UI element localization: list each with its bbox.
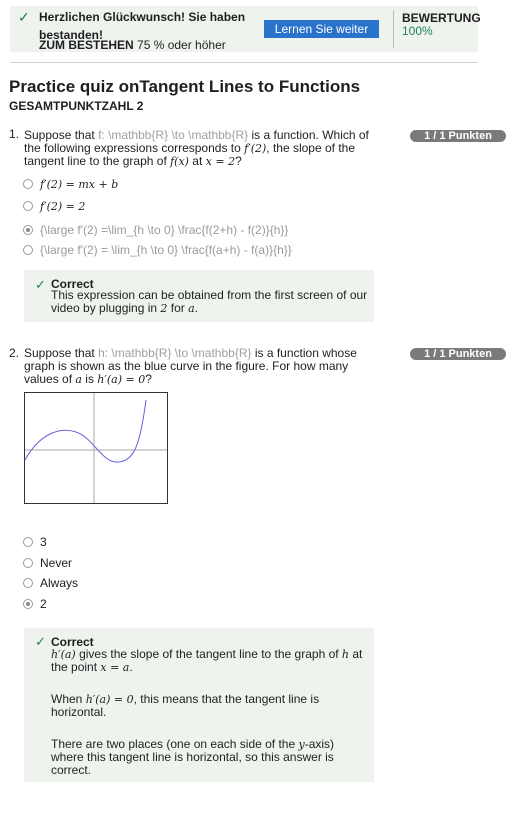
answer-option[interactable] bbox=[23, 535, 47, 549]
radio-button[interactable] bbox=[23, 558, 33, 568]
total-points: GESAMTPUNKTZAHL 2 bbox=[9, 99, 144, 113]
radio-button-selected[interactable] bbox=[23, 599, 33, 609]
feedback-box bbox=[24, 270, 374, 322]
banner-divider bbox=[393, 10, 394, 48]
math-expression: y bbox=[298, 738, 305, 751]
feedback-text-part: -axis) where this tangent line is horizontal, so this answer is correct. bbox=[51, 737, 335, 777]
radio-button-selected[interactable] bbox=[23, 225, 33, 235]
feedback-paragraph bbox=[51, 693, 369, 719]
radio-button[interactable] bbox=[23, 201, 33, 211]
check-icon: ✓ bbox=[35, 634, 46, 649]
answer-option[interactable] bbox=[23, 576, 78, 590]
question-number: 1. bbox=[9, 127, 20, 141]
question-text bbox=[24, 347, 379, 386]
check-icon: ✓ bbox=[18, 9, 30, 25]
math-expression: a bbox=[75, 373, 82, 386]
pass-label: ZUM BESTEHEN bbox=[39, 38, 134, 52]
option-label: 3 bbox=[40, 535, 47, 549]
feedback-text-part: . bbox=[194, 301, 198, 315]
points-badge: 1 / 1 Punkten bbox=[410, 130, 506, 142]
question-text-part: at bbox=[188, 154, 206, 168]
math-expression: f(x) bbox=[170, 155, 189, 168]
question-text-part: is a function whose graph is shown as the blue curve in the figure. For how many values of bbox=[24, 346, 357, 386]
question-text bbox=[24, 129, 369, 168]
option-label: f′(2) = mx + b bbox=[40, 177, 119, 191]
radio-button[interactable] bbox=[23, 537, 33, 547]
math-expression: h′(a) = 0 bbox=[97, 373, 146, 386]
math-expression: x = 2 bbox=[205, 155, 236, 168]
feedback-box bbox=[24, 628, 374, 782]
math-expression: h bbox=[341, 648, 350, 661]
question-text-part: ? bbox=[235, 154, 242, 168]
feedback-text-part: . bbox=[129, 660, 133, 674]
answer-option-selected[interactable] bbox=[23, 223, 288, 237]
option-label: f′(2) = 2 bbox=[40, 199, 86, 213]
feedback-text bbox=[51, 289, 369, 315]
feedback-paragraph bbox=[51, 738, 369, 777]
feedback-title: Correct bbox=[51, 277, 94, 291]
feedback-text-part: for bbox=[167, 301, 189, 315]
question-text-part: is a function. Which of the following expressions corresponds to bbox=[24, 128, 369, 155]
feedback-paragraph bbox=[51, 648, 369, 674]
math-expression: x = a bbox=[100, 661, 130, 674]
feedback-text-part: This expression can be obtained from the first screen of our video by plugging in bbox=[51, 288, 368, 315]
grade-value: 100% bbox=[402, 24, 433, 38]
math-expression: f′(2) bbox=[244, 142, 267, 155]
math-expression: h′(a) = 0 bbox=[85, 693, 134, 706]
feedback-text-part: at the point bbox=[51, 647, 363, 674]
option-label: Never bbox=[40, 556, 73, 570]
answer-option[interactable] bbox=[23, 177, 118, 191]
answer-option[interactable] bbox=[23, 556, 72, 570]
feedback-title: Correct bbox=[51, 635, 94, 649]
option-label: 2 bbox=[40, 597, 47, 611]
points-badge: 1 / 1 Punkten bbox=[410, 348, 506, 360]
question-text-part: Suppose that bbox=[24, 346, 99, 360]
option-label: {\large f'(2) =\lim_{h \to 0} \frac{f(2+h) - f(2)}{h}} bbox=[40, 223, 289, 237]
success-banner bbox=[10, 6, 481, 52]
continue-learning-button[interactable]: Lernen Sie weiter bbox=[264, 20, 379, 38]
question-text-part: , the slope of the tangent line to the graph of bbox=[24, 141, 356, 168]
page-title: Practice quiz onTangent Lines to Functions bbox=[9, 77, 361, 96]
answer-option[interactable] bbox=[23, 199, 85, 213]
pass-value: 75 % oder höher bbox=[137, 38, 226, 52]
radio-button[interactable] bbox=[23, 245, 33, 255]
question-text-part: Suppose that bbox=[24, 128, 99, 142]
success-message: Herzlichen Glückwunsch! Sie haben bestanden! bbox=[39, 10, 246, 42]
question-text-part: ? bbox=[145, 372, 152, 386]
option-label: {\large f'(2) = \lim_{h \to 0} \frac{f(a+h) - f(a)}{h}} bbox=[40, 243, 292, 257]
latex-expression: f: \mathbb{R} \to \mathbb{R} bbox=[98, 128, 249, 142]
math-expression: 2 bbox=[160, 302, 168, 315]
question-text-part: is bbox=[81, 372, 98, 386]
question-number: 2. bbox=[9, 346, 20, 360]
feedback-text-part: gives the slope of the tangent line to the graph of bbox=[75, 647, 342, 661]
math-expression: a bbox=[188, 302, 195, 315]
latex-expression: h: \mathbb{R} \to \mathbb{R} bbox=[98, 346, 252, 360]
pass-threshold bbox=[39, 38, 226, 52]
radio-button[interactable] bbox=[23, 179, 33, 189]
answer-option[interactable] bbox=[23, 243, 292, 257]
function-graph bbox=[24, 392, 168, 504]
feedback-text-part: When bbox=[51, 692, 86, 706]
grade-label: BEWERTUNG bbox=[402, 11, 481, 25]
header-divider bbox=[10, 62, 478, 63]
answer-option-selected[interactable] bbox=[23, 597, 47, 611]
feedback-text-part: There are two places (one on each side of the bbox=[51, 737, 299, 751]
math-expression: h′(a) bbox=[51, 648, 76, 661]
option-label: Always bbox=[40, 576, 79, 590]
check-icon: ✓ bbox=[35, 277, 46, 292]
radio-button[interactable] bbox=[23, 578, 33, 588]
feedback-text-part: , this means that the tangent line is horizontal. bbox=[51, 692, 320, 719]
